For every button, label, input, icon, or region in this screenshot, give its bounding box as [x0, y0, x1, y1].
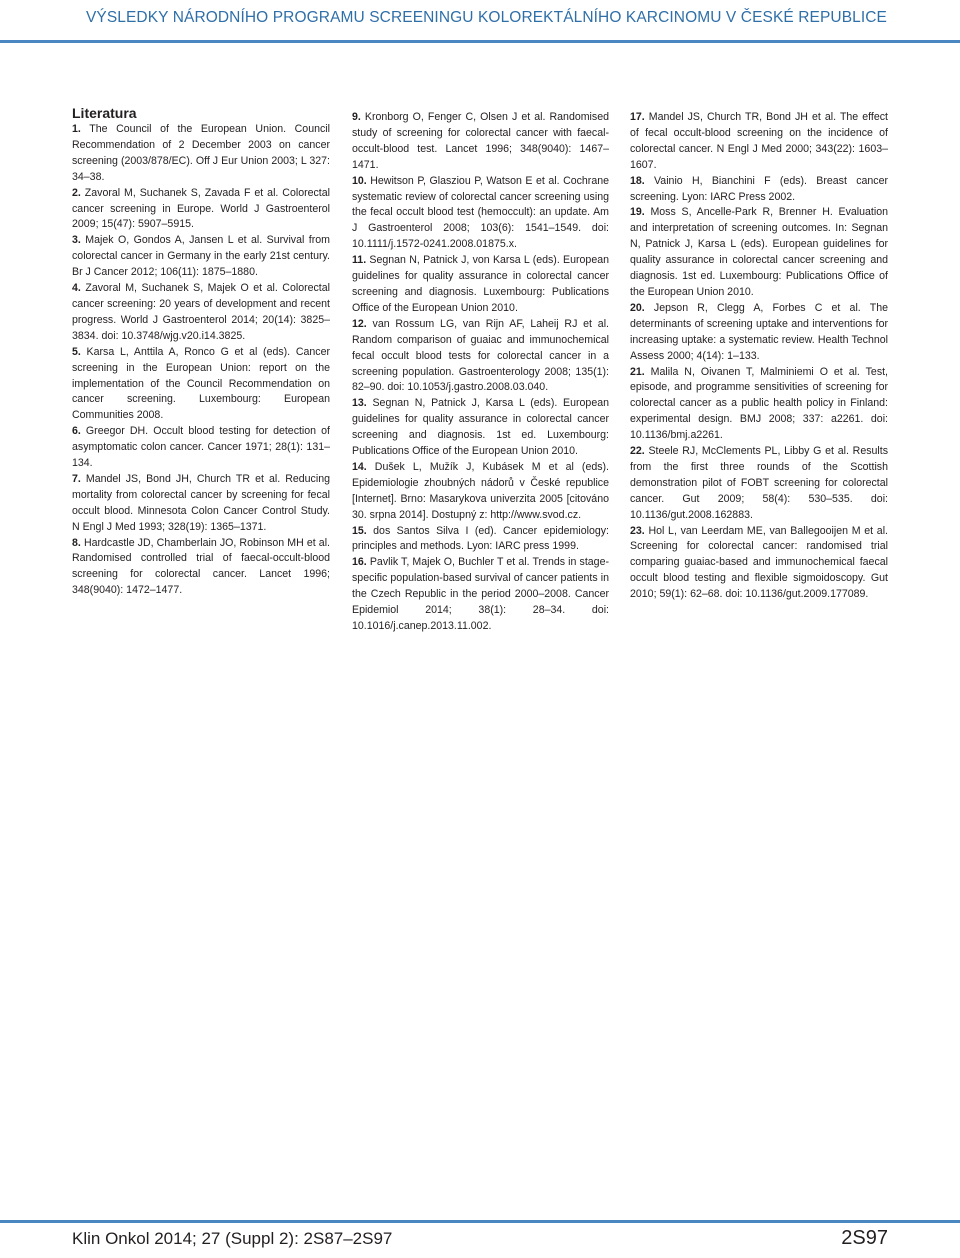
reference-item-5	[72, 345, 330, 425]
reference-number: 21.	[630, 365, 645, 378]
reference-text: Mandel JS, Bond JH, Church TR et al. Reducing mortality from colorectal cancer by screening for fecal occult blood. Minnesota Colon Cancer Control Study. N Engl J Med 1993; 328(19): 1365–1371.	[72, 472, 330, 533]
reference-number: 4.	[72, 282, 81, 295]
reference-item-1	[72, 122, 330, 186]
reference-text: Steele RJ, McClements PL, Libby G et al. Results from the first three rounds of the Scottish demonstration pilot of FOBT screening for colorectal cancer. Gut 2009; 58(4): 530–535. doi: 10.1136/gut.2008.162883.	[630, 445, 888, 521]
references-title: Literatura	[72, 105, 137, 121]
reference-text: Greegor DH. Occult blood testing for detection of asymptomatic colon cancer. Cancer 1971; 28(1): 131–134.	[72, 425, 330, 470]
page-number: 2S97	[841, 1227, 888, 1249]
reference-number: 1.	[72, 123, 81, 135]
reference-text: The Council of the European Union. Council Recommendation of 2 December 2003 on cancer screening (2003/878/EC). Off J Eur Union 2003; L 327: 34–38.	[72, 123, 330, 183]
reference-text: Zavoral M, Suchanek S, Zavada F et al. Colorectal cancer screening in Europe. World J Gastroenterol 2009; 15(47): 5907–5915.	[72, 186, 330, 231]
reference-item-16	[352, 555, 609, 635]
reference-text: Malila N, Oivanen T, Malminiemi O et al. Test, episode, and programme sensitivities of screening for colorectal cancer as a public health policy in Finland: experimental design. BMJ 2008; 337: a2261. doi: 10.1136/bmj.a2261.	[630, 365, 888, 442]
reference-item-2	[72, 186, 330, 234]
journal-citation: Klin Onkol 2014; 27 (Suppl 2): 2S87–2S97	[72, 1229, 393, 1248]
reference-number: 22.	[630, 445, 645, 458]
reference-item-21	[630, 365, 888, 445]
reference-number: 7.	[72, 472, 81, 485]
reference-text: Hol L, van Leerdam ME, van Ballegooijen M et al. Screening for colorectal cancer: randomised trial comparing guaiac-based and immunochemical faecal occult blood testing and flexible sigmoidoscopy. Gut 2010; 59(1): 62–68. doi: 10.1136/gut.2009.177089.	[630, 524, 888, 601]
reference-number: 20.	[630, 301, 645, 314]
reference-number: 6.	[72, 425, 81, 438]
reference-item-7	[72, 472, 330, 536]
reference-item-4	[72, 281, 330, 345]
reference-text: Zavoral M, Suchanek S, Majek O et al. Colorectal cancer screening: 20 years of development and recent progress. World J Gastroenterol 2014; 20(14): 3825–3834. doi: 10.3748/wjg.v20.i14.3825.	[72, 282, 330, 342]
reference-text: Mandel JS, Church TR, Bond JH et al. The effect of fecal occult-blood screening on the incidence of colorectal cancer. N Engl J Med 2000; 343(22): 1603–1607.	[630, 111, 888, 171]
reference-item-22	[630, 444, 888, 524]
column-2	[352, 110, 609, 635]
reference-item-8	[72, 536, 330, 600]
reference-item-13	[352, 396, 609, 460]
reference-text: Dušek L, Mužík J, Kubásek M et al (eds). Epidemiologie zhoubných nádorů v České republice [Internet]. Brno: Masarykova univerzita 2005 [citováno 30. srpna 2014]. Dostupný z: http://www.svod.cz.	[352, 460, 609, 521]
reference-item-20	[630, 301, 888, 365]
reference-item-15	[352, 524, 609, 556]
reference-text: Moss S, Ancelle-Park R, Brenner H. Evaluation and interpretation of screening outcomes. In: Segnan N, Patnick J, Karsa L (eds). European guidelines for quality assurance in colorectal cancer screening and diagnosis. 1st ed. Luxembourg: Publications Office of the European Union 2010.	[630, 206, 888, 298]
column-3	[630, 110, 888, 603]
reference-text: Majek O, Gondos A, Jansen L et al. Survival from colorectal cancer in Germany in the early 21st century. Br J Cancer 2012; 106(11): 1875–1880.	[72, 234, 330, 279]
reference-number: 18.	[630, 174, 645, 187]
header-rule	[0, 40, 960, 43]
reference-text: Hewitson P, Glasziou P, Watson E et al. Cochrane systematic review of colorectal cancer screening using the fecal occult blood test (hemoccult): an update. Am J Gastroenterol 2008; 103(6): 1541–1549. doi: 10.1111/j.1572-0241.2008.01875.x.	[352, 174, 609, 251]
reference-item-14	[352, 460, 609, 524]
reference-number: 10.	[352, 174, 367, 187]
reference-text: Hardcastle JD, Chamberlain JO, Robinson MH et al. Randomised controlled trial of faecal-occult-blood screening for colorectal cancer. Lancet 1996; 348(9040): 1472–1477.	[72, 536, 330, 597]
reference-item-19	[630, 205, 888, 300]
reference-number: 13.	[352, 397, 367, 410]
reference-number: 16.	[352, 556, 367, 569]
reference-text: Kronborg O, Fenger C, Olsen J et al. Randomised study of screening for colorectal cancer with faecal-occult-blood test. Lancet 1996; 348(9040): 1467–1471.	[352, 111, 609, 171]
reference-number: 5.	[72, 345, 81, 358]
reference-number: 17.	[630, 111, 645, 123]
footer-rule	[0, 1220, 960, 1223]
reference-text: dos Santos Silva I (ed). Cancer epidemiology: principles and methods. Lyon: IARC press 1999.	[352, 524, 609, 553]
reference-item-3	[72, 233, 330, 281]
reference-number: 14.	[352, 460, 367, 473]
reference-text: van Rossum LG, van Rijn AF, Laheij RJ et al. Random comparison of guaiac and immunochemical fecal occult blood tests for colorectal cancer in a screening population. Gastroenterology 2008; 135(1): 82–90. doi: 10.1053/j.gastro.2008.03.040.	[352, 317, 609, 394]
reference-item-18	[630, 174, 888, 206]
reference-text: Karsa L, Anttila A, Ronco G et al (eds). Cancer screening in the European Union: report on the implementation of the Council Recommendation on cancer screening. Luxembourg: European Communities 2008.	[72, 345, 330, 422]
running-head: VÝSLEDKY NÁRODNÍHO PROGRAMU SCREENINGU KOLOREKTÁLNÍHO KARCINOMU V ČESKÉ REPUBLICE	[85, 9, 887, 26]
reference-text: Vainio H, Bianchini F (eds). Breast cancer screening. Lyon: IARC Press 2002.	[630, 174, 888, 203]
reference-item-11	[352, 253, 609, 317]
reference-number: 11.	[352, 254, 367, 267]
reference-item-17	[630, 110, 888, 174]
reference-number: 12.	[352, 317, 367, 330]
reference-number: 23.	[630, 524, 645, 537]
reference-number: 2.	[72, 186, 81, 199]
column-1	[72, 104, 330, 599]
reference-item-12	[352, 317, 609, 397]
reference-text: Segnan N, Patnick J, Karsa L (eds). European guidelines for quality assurance in colorectal cancer screening and diagnosis. 1st ed. Luxembourg: Publications Office of the European Union 2010.	[352, 397, 609, 458]
reference-text: Segnan N, Patnick J, von Karsa L (eds). European guidelines for quality assurance in colorectal cancer screening and diagnosis. Luxembourg: Publications Office of the European Union 2010.	[352, 254, 609, 314]
reference-item-23	[630, 524, 888, 604]
reference-item-9	[352, 110, 609, 174]
reference-text: Jepson R, Clegg A, Forbes C et al. The determinants of screening uptake and interventions for increasing uptake: a systematic review. Health Technol Assess 2000; 4(14): 1–133.	[630, 301, 888, 362]
reference-number: 9.	[352, 111, 361, 123]
reference-number: 8.	[72, 536, 81, 549]
reference-number: 15.	[352, 524, 367, 537]
reference-item-10	[352, 174, 609, 254]
reference-number: 19.	[630, 206, 645, 219]
reference-text: Pavlik T, Majek O, Buchler T et al. Trends in stage-specific population-based survival of cancer patients in the Czech Republic in the period 2000–2008. Cancer Epidemiol 2014; 38(1): 28–34. doi: 10.1016/j.canep.2013.11.002.	[352, 556, 609, 632]
reference-number: 3.	[72, 234, 81, 247]
reference-item-6	[72, 424, 330, 472]
